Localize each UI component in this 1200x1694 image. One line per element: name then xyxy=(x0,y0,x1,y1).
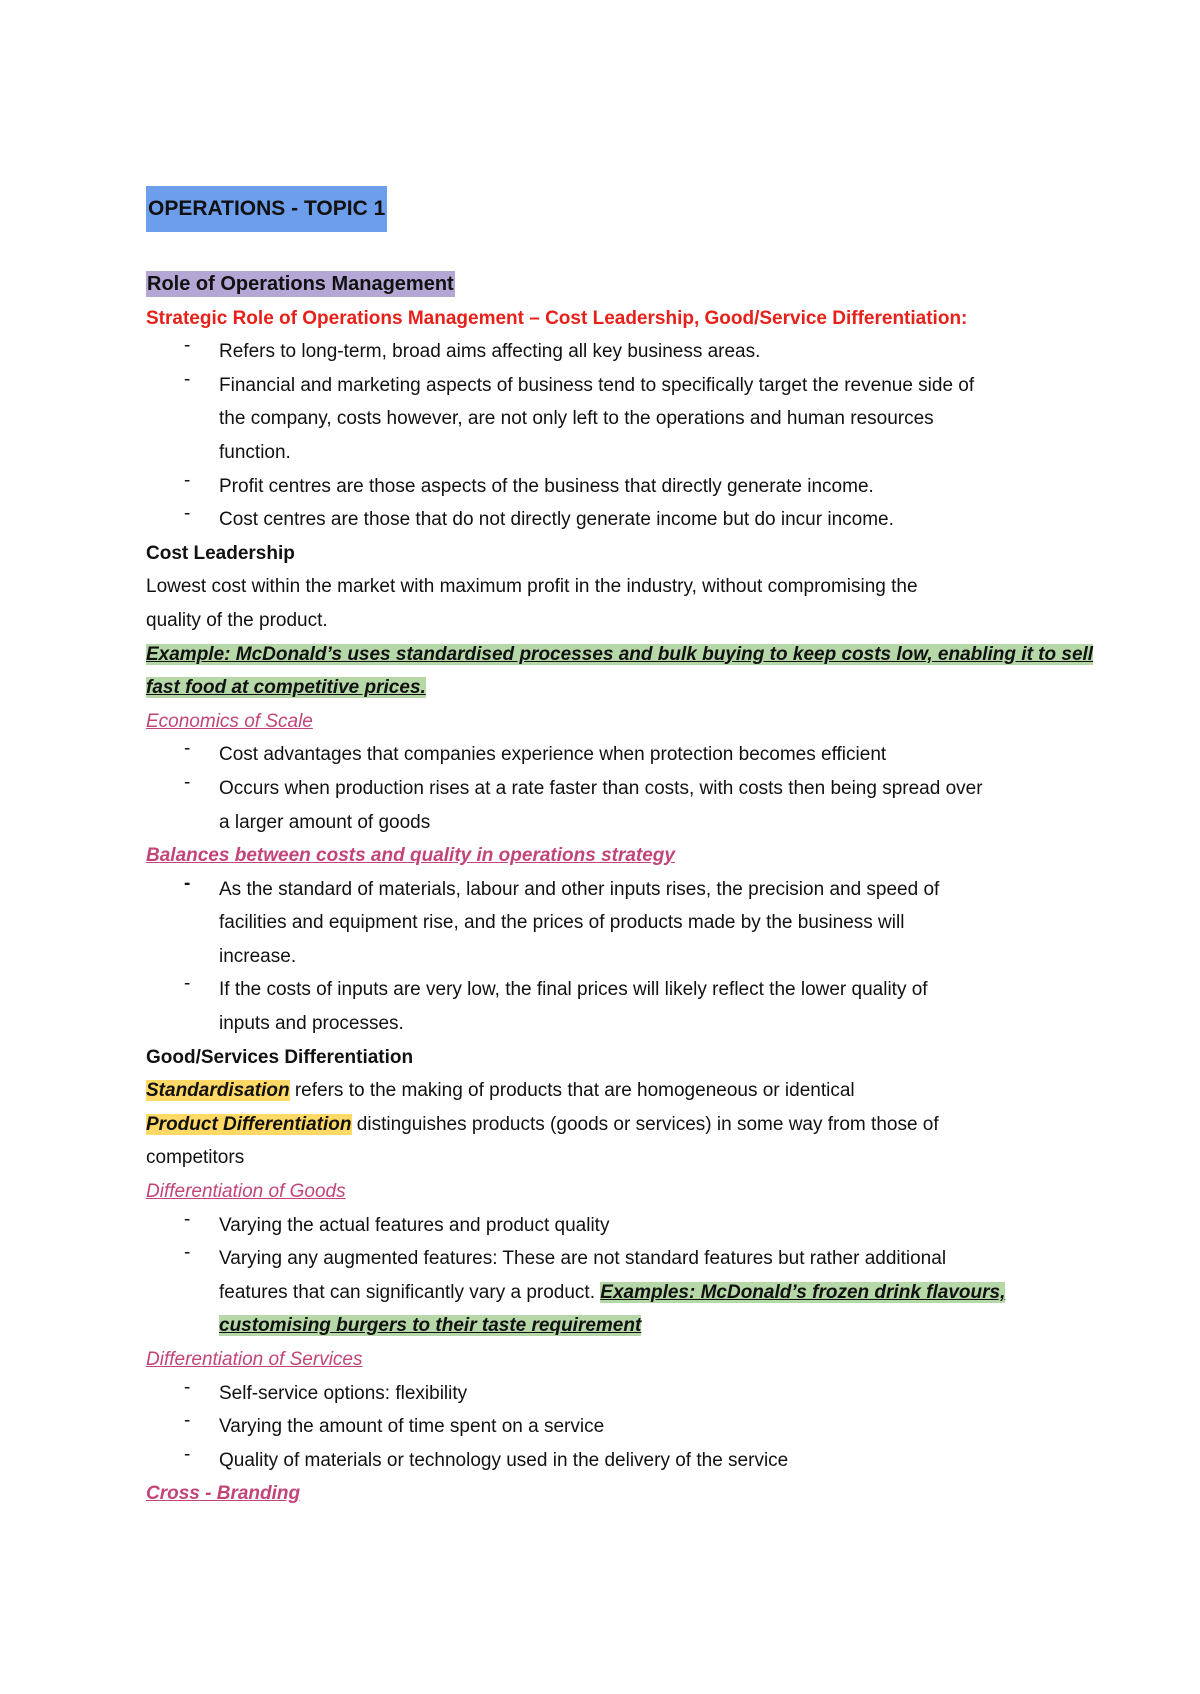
list-item xyxy=(146,503,1066,537)
list-item-text: Varying the amount of time spent on a service xyxy=(219,1416,605,1438)
list-item xyxy=(146,1410,1066,1444)
list-item-text: Cost centres are those that do not directly generate income but do incur income. xyxy=(219,509,894,531)
bullet-dash: - xyxy=(184,368,191,390)
page-title: OPERATIONS - TOPIC 1 xyxy=(146,186,387,232)
list-item-text: Refers to long-term, broad aims affecting all key business areas. xyxy=(219,341,761,363)
list-item-text: Cost advantages that companies experience when protection becomes efficient xyxy=(219,744,887,766)
goods-list xyxy=(146,1209,1066,1343)
bullet-dash: - xyxy=(184,738,191,760)
bullet-dash: - xyxy=(184,1242,191,1264)
bullet-dash: - xyxy=(184,1208,191,1230)
bullet-dash: - xyxy=(184,872,191,894)
bullet-dash: - xyxy=(184,1443,191,1465)
cost-leadership-heading: Cost Leadership xyxy=(146,542,295,564)
economics-list xyxy=(146,738,1066,839)
cost-leadership-text: Lowest cost within the market with maximum profit in the industry, without compromising the xyxy=(146,576,918,598)
list-item xyxy=(146,1242,1066,1343)
differentiation-heading: Good/Services Differentiation xyxy=(146,1046,414,1068)
example-highlight: fast food at competitive prices. xyxy=(146,677,426,699)
section-heading: Role of Operations Management xyxy=(147,273,454,295)
standardisation-line xyxy=(146,1074,1066,1108)
product-differentiation-term: Product Differentiation xyxy=(146,1113,352,1135)
services-heading: Differentiation of Services xyxy=(146,1349,363,1370)
list-item-text: increase. xyxy=(219,945,297,967)
list-item-text: As the standard of materials, labour and other inputs rises, the precision and speed of xyxy=(219,878,940,900)
list-item xyxy=(146,1444,1066,1478)
list-item-text: Varying the actual features and product quality xyxy=(219,1214,610,1236)
list-item-text: Varying any augmented features: These are not standard features but rather additional xyxy=(219,1248,947,1270)
list-item-text: Profit centres are those aspects of the business that directly generate income. xyxy=(219,475,874,497)
list-item xyxy=(146,772,1066,839)
standardisation-term: Standardisation xyxy=(146,1080,290,1102)
list-item-text: the company, costs however, are not only left to the operations and human resources xyxy=(219,408,934,430)
list-item-text xyxy=(219,1276,1066,1310)
list-item-text: Financial and marketing aspects of business tend to specifically target the revenue side of xyxy=(219,374,975,396)
document-content xyxy=(146,186,1094,1511)
example-highlight: Examples: McDonald’s frozen drink flavours, xyxy=(600,1281,1006,1303)
bullet-dash: - xyxy=(184,1410,191,1432)
bullet-dash: - xyxy=(184,973,191,995)
bullet-dash: - xyxy=(184,469,191,491)
list-item-text: function. xyxy=(219,441,291,463)
cost-leadership-text: quality of the product. xyxy=(146,609,328,631)
list-item-text-plain: features that can significantly vary a product. xyxy=(219,1281,601,1303)
list-item-text: facilities and equipment rise, and the prices of products made by the business will xyxy=(219,912,905,934)
list-item-text: Occurs when production rises at a rate faster than costs, with costs then being spread over xyxy=(219,777,983,799)
strategic-heading: Strategic Role of Operations Management – Cost Leadership, Good/Service Differentiation: xyxy=(146,307,968,329)
list-item xyxy=(146,1377,1066,1411)
bullet-dash: - xyxy=(184,503,191,525)
list-item-text: Self-service options: flexibility xyxy=(219,1382,468,1404)
product-differentiation-text: distinguishes products (goods or services) in some way from those of xyxy=(351,1113,939,1135)
list-item-text: a larger amount of goods xyxy=(219,811,431,833)
product-differentiation-line xyxy=(146,1108,1066,1142)
example-highlight: customising burgers to their taste requirement xyxy=(219,1315,642,1337)
list-item-text: If the costs of inputs are very low, the final prices will likely reflect the lower quality of xyxy=(219,979,928,1001)
strategic-list xyxy=(146,335,1066,537)
list-item xyxy=(146,369,1066,470)
list-item xyxy=(146,973,1066,1040)
list-item xyxy=(146,738,1066,772)
list-item xyxy=(146,335,1066,369)
list-item-text: Quality of materials or technology used in the delivery of the service xyxy=(219,1449,789,1471)
balances-heading: Balances between costs and quality in operations strategy xyxy=(146,845,675,867)
bullet-dash: - xyxy=(184,1376,191,1398)
cross-branding-heading: Cross - Branding xyxy=(146,1483,301,1505)
list-item xyxy=(146,1209,1066,1243)
goods-heading: Differentiation of Goods xyxy=(146,1181,346,1203)
example-highlight: Example: McDonald’s uses standardised processes and bulk buying to keep costs low, enabling it to sell xyxy=(146,643,1094,665)
bullet-dash: - xyxy=(184,771,191,793)
services-list xyxy=(146,1377,1066,1478)
list-item xyxy=(146,873,1066,974)
balances-list xyxy=(146,873,1066,1041)
product-differentiation-text: competitors xyxy=(146,1147,245,1169)
list-item-text: inputs and processes. xyxy=(219,1013,404,1035)
list-item xyxy=(146,470,1066,504)
bullet-dash: - xyxy=(184,335,191,357)
standardisation-text: refers to the making of products that are homogeneous or identical xyxy=(289,1080,855,1102)
economics-of-scale-heading: Economics of Scale xyxy=(146,710,313,732)
